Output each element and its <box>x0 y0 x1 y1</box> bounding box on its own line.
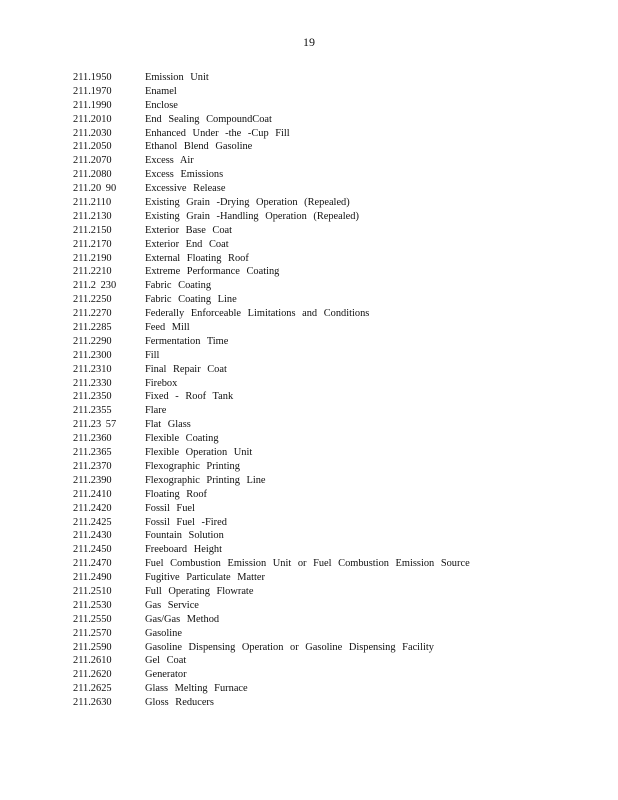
page-number: 19 <box>303 35 315 49</box>
section-number: 211.2300 <box>73 349 112 361</box>
list-item <box>73 113 573 127</box>
section-number: 211.2080 <box>73 169 112 181</box>
definition-term: Flexible Coating <box>145 433 219 445</box>
list-item <box>73 599 573 613</box>
section-number: 211.2270 <box>73 308 112 320</box>
list-item <box>73 349 573 363</box>
definition-term: Enhanced Under -the -Cup Fill <box>145 127 290 139</box>
section-number: 211.2470 <box>73 558 112 570</box>
list-item <box>73 488 573 502</box>
list-item <box>73 502 573 516</box>
section-number: 211.2365 <box>73 447 112 459</box>
definition-term: Fossil Fuel <box>145 502 195 514</box>
definition-term: Floating Roof <box>145 488 208 500</box>
definition-term: Excessive Release <box>145 183 226 195</box>
section-number: 211.2360 <box>73 433 112 445</box>
section-number: 211.23 57 <box>73 419 117 431</box>
section-number: 211.1970 <box>73 85 112 97</box>
definition-term: Excess Air <box>145 155 194 167</box>
definition-term: Firebox <box>145 377 178 389</box>
list-item <box>73 418 573 432</box>
list-item <box>73 682 573 696</box>
list-item <box>73 627 573 641</box>
list-item <box>73 613 573 627</box>
definition-term: Fossil Fuel -Fired <box>145 516 227 528</box>
section-number: 211.20 90 <box>73 183 117 195</box>
list-item <box>73 460 573 474</box>
list-item <box>73 668 573 682</box>
list-item <box>73 168 573 182</box>
definition-term: Feed Mill <box>145 322 190 334</box>
section-number: 211.2190 <box>73 252 112 264</box>
list-item <box>73 238 573 252</box>
list-item <box>73 99 573 113</box>
section-number: 211.2530 <box>73 599 112 611</box>
section-number: 211.2425 <box>73 516 112 528</box>
list-item <box>73 474 573 488</box>
section-number: 211.2285 <box>73 322 112 334</box>
definition-term: Gasoline <box>145 627 182 639</box>
definition-term: Ethanol Blend Gasoline <box>145 141 253 153</box>
definition-term: Flare <box>145 405 167 417</box>
section-number: 211.2290 <box>73 335 112 347</box>
definition-term: Final Repair Coat <box>145 363 227 375</box>
section-number: 211.1990 <box>73 99 112 111</box>
definition-term: Gel Coat <box>145 655 187 667</box>
section-number: 211.1950 <box>73 72 112 83</box>
list-item <box>73 557 573 571</box>
list-item <box>73 140 573 154</box>
section-number: 211.2330 <box>73 377 112 389</box>
section-number: 211.2620 <box>73 669 112 681</box>
section-number: 211.2430 <box>73 530 112 542</box>
list-item <box>73 390 573 404</box>
section-number: 211.2490 <box>73 572 112 584</box>
section-number: 211.2030 <box>73 127 112 139</box>
definition-term: Gas Service <box>145 599 199 611</box>
list-item <box>73 529 573 543</box>
definition-term: Enamel <box>145 85 177 97</box>
definition-term: Exterior End Coat <box>145 238 229 250</box>
section-number: 211.2410 <box>73 488 112 500</box>
section-number: 211.2010 <box>73 113 112 125</box>
definition-term: Fuel Combustion Emission Unit or Fuel Combustion Emission Source <box>145 558 470 570</box>
list-item <box>73 71 573 85</box>
definition-term: Existing Grain -Handling Operation (Repealed) <box>145 210 359 222</box>
section-number: 211.2355 <box>73 405 112 417</box>
definition-term: Flat Glass <box>145 419 191 431</box>
definition-term: Gas/Gas Method <box>145 613 220 625</box>
section-number: 211.2610 <box>73 655 112 667</box>
list-item <box>73 585 573 599</box>
section-number: 211.2250 <box>73 294 112 306</box>
list-item <box>73 654 573 668</box>
definition-term: Fabric Coating <box>145 280 212 292</box>
list-item <box>73 154 573 168</box>
list-item <box>73 182 573 196</box>
definition-term: Extreme Performance Coating <box>145 266 280 278</box>
section-number: 211.2210 <box>73 266 112 278</box>
list-item <box>73 321 573 335</box>
definition-term: Gloss Reducers <box>145 697 214 709</box>
list-item <box>73 335 573 349</box>
list-item <box>73 293 573 307</box>
section-number: 211.2590 <box>73 641 112 653</box>
list-item <box>73 127 573 141</box>
list-item <box>73 363 573 377</box>
list-item <box>73 196 573 210</box>
definition-term: Full Operating Flowrate <box>145 585 254 597</box>
list-item <box>73 404 573 418</box>
definition-term: Freeboard Height <box>145 544 222 556</box>
section-number: 211.2170 <box>73 238 112 250</box>
section-number: 211.2630 <box>73 697 112 709</box>
list-item <box>73 432 573 446</box>
section-number: 211.2070 <box>73 155 112 167</box>
list-item <box>73 210 573 224</box>
list-item <box>73 377 573 391</box>
section-number: 211.2050 <box>73 141 112 153</box>
definition-term: Flexible Operation Unit <box>145 447 253 459</box>
definition-term: Generator <box>145 669 187 681</box>
definition-term: Fermentation Time <box>145 335 229 347</box>
definition-term: Fugitive Particulate Matter <box>145 572 265 584</box>
section-number: 211.2 230 <box>73 280 117 292</box>
definition-term: Flexographic Printing Line <box>145 474 266 486</box>
definition-term: Existing Grain -Drying Operation (Repealed) <box>145 197 350 209</box>
section-number: 211.2510 <box>73 585 112 597</box>
definition-term: External Floating Roof <box>145 252 249 264</box>
definition-term: Fountain Solution <box>145 530 224 542</box>
list-item <box>73 307 573 321</box>
list-item <box>73 641 573 655</box>
definition-term: Emission Unit <box>145 72 209 83</box>
section-number: 211.2420 <box>73 502 112 514</box>
definition-term: Excess Emissions <box>145 169 224 181</box>
list-item <box>73 571 573 585</box>
section-number: 211.2110 <box>73 197 112 209</box>
list-item <box>73 252 573 266</box>
section-number: 211.2390 <box>73 474 112 486</box>
section-number: 211.2130 <box>73 210 112 222</box>
definitions-list <box>73 71 573 710</box>
list-item <box>73 279 573 293</box>
section-number: 211.2570 <box>73 627 112 639</box>
list-item <box>73 516 573 530</box>
list-item <box>73 446 573 460</box>
list-item <box>73 224 573 238</box>
section-number: 211.2350 <box>73 391 112 403</box>
definition-term: Federally Enforceable Limitations and Conditions <box>145 308 370 320</box>
list-item <box>73 543 573 557</box>
definition-term: Gasoline Dispensing Operation or Gasoline Dispensing Facility <box>145 641 434 653</box>
section-number: 211.2310 <box>73 363 112 375</box>
definition-term: Fabric Coating Line <box>145 294 237 306</box>
definition-term: Fill <box>145 349 160 361</box>
definition-term: Exterior Base Coat <box>145 224 233 236</box>
section-number: 211.2150 <box>73 224 112 236</box>
section-number: 211.2550 <box>73 613 112 625</box>
list-item <box>73 85 573 99</box>
definition-term: Flexographic Printing <box>145 460 240 472</box>
section-number: 211.2625 <box>73 683 112 695</box>
definition-term: End Sealing CompoundCoat <box>145 113 272 125</box>
list-item <box>73 696 573 710</box>
definition-term: Enclose <box>145 99 178 111</box>
definition-term: Glass Melting Furnace <box>145 683 248 695</box>
list-item <box>73 265 573 279</box>
definition-term: Fixed - Roof Tank <box>145 391 234 403</box>
section-number: 211.2370 <box>73 460 112 472</box>
section-number: 211.2450 <box>73 544 112 556</box>
